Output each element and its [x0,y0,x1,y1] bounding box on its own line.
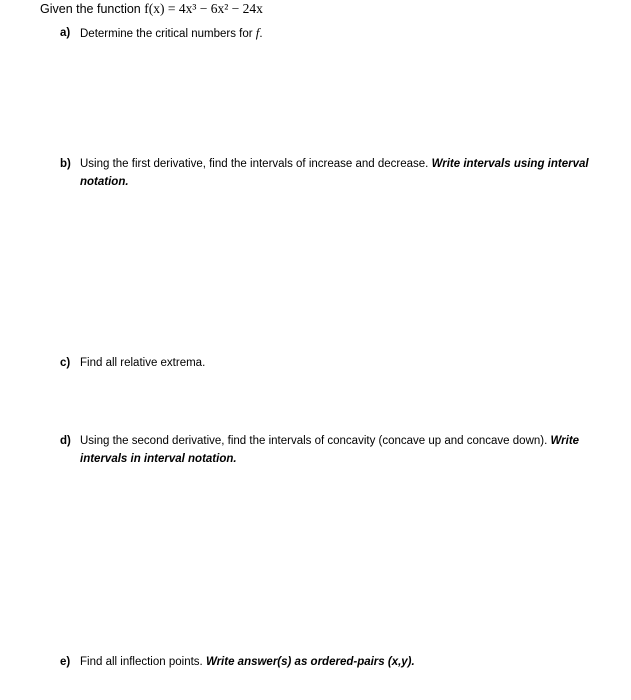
question-text: Find all inflection points. Write answer(s) as ordered-pairs (x,y). [80,656,415,668]
question-text: Find all relative extrema. [80,357,206,369]
problem-statement [40,1,263,17]
question-label: b) [60,158,71,170]
function-symbol: f [255,25,260,40]
question-text: Determine the critical numbers for f. [80,25,263,40]
question-c [60,354,612,372]
question-label: e) [60,656,71,668]
question-label: c) [60,357,71,369]
question-text: Using the first derivative, find the intervals of increase and decrease. Write intervals using interval notation. [80,158,589,188]
question-text: Using the second derivative, find the intervals of concavity (concave up and concave down). Write intervals in interval notation. [80,435,580,465]
instruction-emphasis: Write answer(s) as ordered-pairs (x,y). [205,656,415,668]
function-expression: f(x) = 4x³ − 6x² − 24x [144,1,263,16]
question-e [60,653,612,671]
question-a [60,24,612,43]
intro-text: Given the function [40,2,141,16]
question-d [60,432,612,468]
question-b [60,155,612,191]
question-label: d) [60,435,71,447]
instruction-emphasis: Write intervals in interval notation. [80,435,580,465]
question-label: a) [60,27,71,39]
instruction-emphasis: Write intervals using interval notation. [80,158,589,188]
